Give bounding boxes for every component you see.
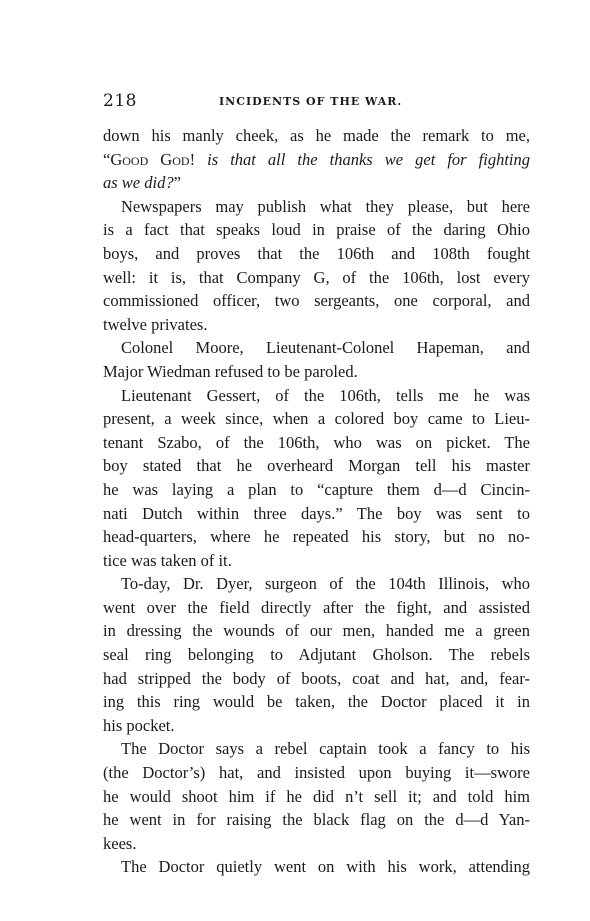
text-line-quote-end: as we did?” xyxy=(103,173,181,193)
text-line: (the Doctor’s) hat, and insisted upon buying it—swore xyxy=(103,763,530,783)
text-line: in dressing the wounds of our men, handed me a green xyxy=(103,621,530,641)
text-line: nati Dutch within three days.” The boy was sent to xyxy=(103,503,530,523)
text-line: present, a week since, when a colored boy came to Lieu- xyxy=(103,409,530,429)
text-line: had stripped the body of boots, coat and hat, and, fear- xyxy=(103,668,530,688)
text-line: seal ring belonging to Adjutant Gholson. The rebels xyxy=(103,645,530,665)
text-line: he went in for raising the black flag on the d—d Yan- xyxy=(103,810,530,830)
text-line: he was laying a plan to “capture them d—d Cincin- xyxy=(103,479,530,499)
text-line: kees. xyxy=(103,833,137,853)
text-line: down his manly cheek, as he made the remark to me, xyxy=(103,126,530,145)
text-line: is a fact that speaks loud in praise of the daring Ohio xyxy=(103,220,530,240)
page-number: 218 xyxy=(103,91,137,111)
text-line: Lieutenant Gessert, of the 106th, tells me he was xyxy=(121,385,530,405)
text-line: ing this ring would be taken, the Doctor placed it in xyxy=(103,692,530,712)
text-line: boys, and proves that the 106th and 108th fought xyxy=(103,243,530,263)
text-line: boy stated that he overheard Morgan tell his master xyxy=(103,456,530,476)
page-header xyxy=(103,91,533,113)
text-line: well: it is, that Company G, of the 106th, lost every xyxy=(103,267,530,287)
text-line-quote: “Good God! is that all the thanks we get for fighting xyxy=(103,149,530,169)
text-line: To-day, Dr. Dyer, surgeon of the 104th Illinois, who xyxy=(121,574,530,594)
text-line: tenant Szabo, of the 106th, who was on picket. The xyxy=(103,432,530,452)
text-line: Colonel Moore, Lieutenant-Colonel Hapeman, and xyxy=(121,338,530,358)
text-line: The Doctor says a rebel captain took a fancy to his xyxy=(121,739,530,759)
text-line: Major Wiedman refused to be paroled. xyxy=(103,361,358,381)
text-line: twelve privates. xyxy=(103,314,208,334)
body-text xyxy=(103,124,530,879)
text-line: The Doctor quietly went on with his work, attending xyxy=(121,857,530,877)
text-line: Newspapers may publish what they please, but here xyxy=(121,196,530,216)
text-line: he would shoot him if he did n’t sell it; and told him xyxy=(103,786,530,806)
text-line: his pocket. xyxy=(103,715,175,735)
running-title: INCIDENTS OF THE WAR. xyxy=(219,95,403,108)
text-line: went over the field directly after the fight, and assisted xyxy=(103,597,530,617)
text-line: tice was taken of it. xyxy=(103,550,232,570)
text-line: head-quarters, where he repeated his story, but no no- xyxy=(103,527,530,547)
text-line: commissioned officer, two sergeants, one corporal, and xyxy=(103,291,530,311)
